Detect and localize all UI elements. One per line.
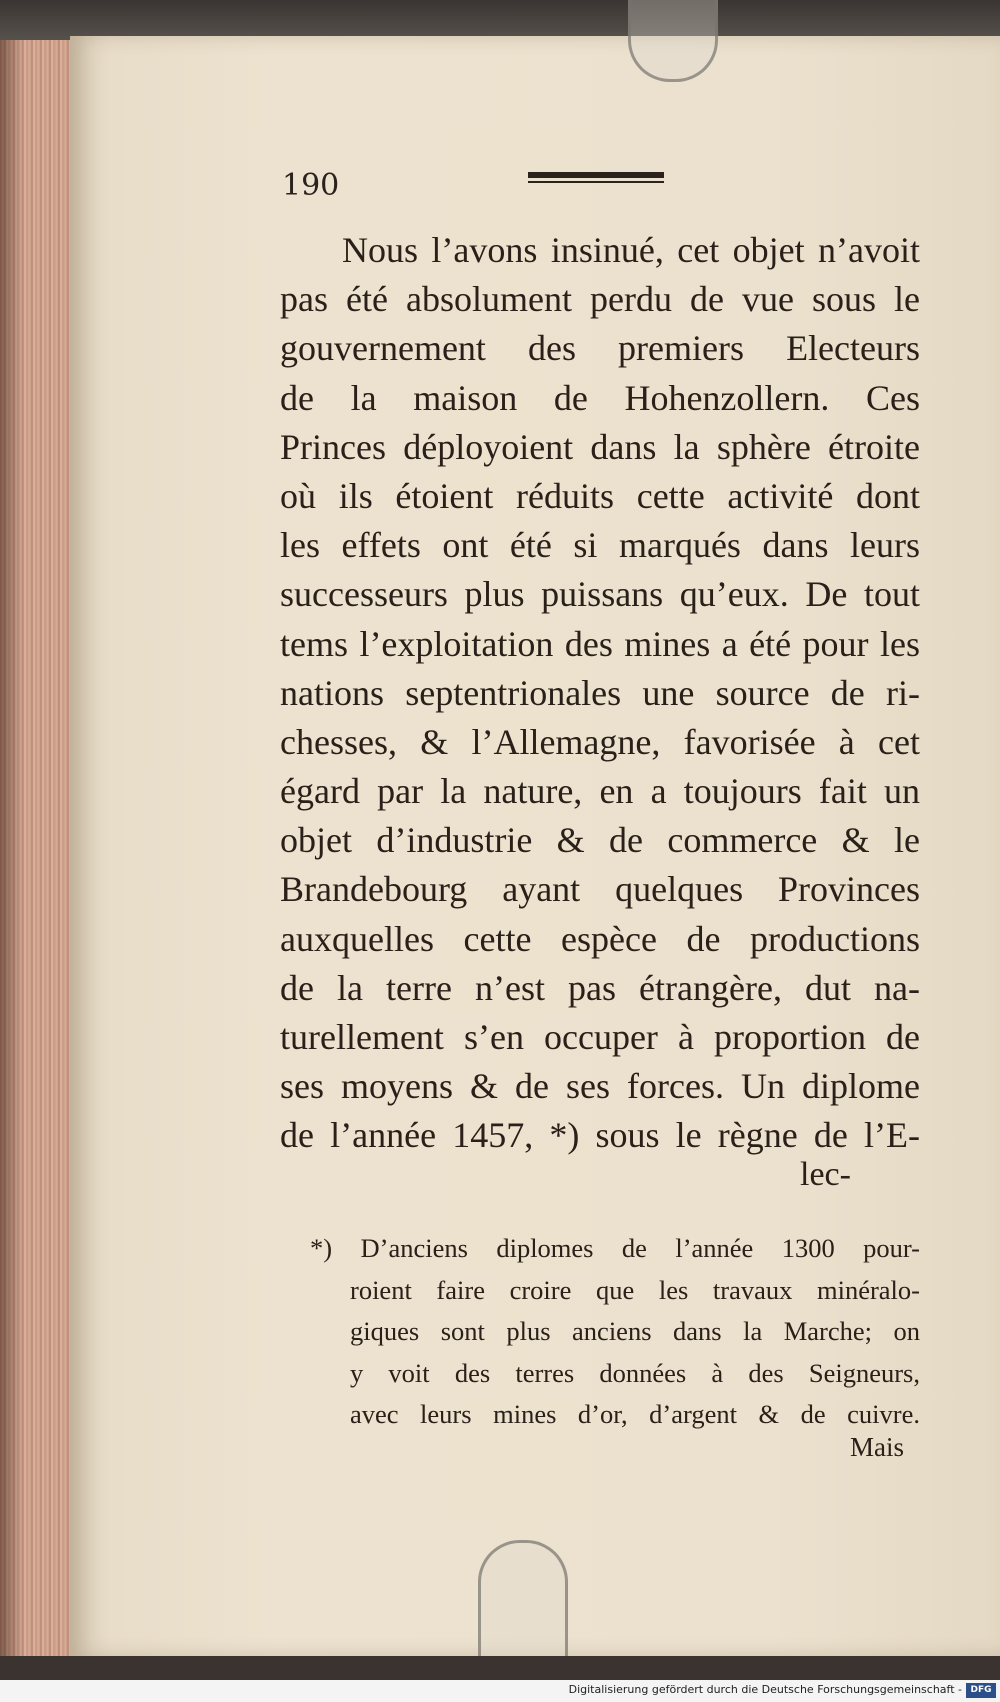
body-line: Princes déployoient dans la sphère étroite xyxy=(280,426,920,467)
page-edges-shadow xyxy=(0,40,24,1660)
body-line: Brandebourg ayant quelques Provinces xyxy=(280,869,920,910)
footnote-line: avec leurs mines d’or, d’argent & de cuivre. xyxy=(350,1399,920,1430)
footnote-line: giques sont plus anciens dans la Marche; on xyxy=(350,1316,920,1347)
footnote xyxy=(310,1228,920,1436)
footnote-line: *) D’anciens diplomes de l’année 1300 pour- xyxy=(310,1233,920,1263)
body-line: de la terre n’est pas étrangère, dut na- xyxy=(280,967,920,1008)
body-line: de l’année 1457, *) sous le règne de l’E- xyxy=(280,1115,920,1156)
header-rule-thick xyxy=(528,172,664,178)
scanner-bottom-band xyxy=(0,1656,1000,1680)
body-line: objet d’industrie & de commerce & le xyxy=(280,820,920,861)
body-line: de la maison de Hohenzollern. Ces xyxy=(280,377,920,418)
page-number: 190 xyxy=(282,168,340,203)
credit-strip xyxy=(0,1680,1000,1702)
header-rule-thin xyxy=(528,181,664,183)
body-text xyxy=(280,226,920,1161)
body-line: ses moyens & de ses forces. Un diplome xyxy=(280,1066,920,1107)
body-line: auxquelles cette espèce de productions xyxy=(280,918,920,959)
body-line: les effets ont été si marqués dans leurs xyxy=(280,525,920,566)
page-holder-clip-top xyxy=(628,0,718,82)
catchword: lec- xyxy=(800,1156,851,1193)
footnote-line: y voit des terres données à des Seigneurs, xyxy=(350,1357,920,1388)
body-line: tems l’exploitation des mines a été pour les xyxy=(280,623,920,664)
body-line: turellement s’en occuper à proportion de xyxy=(280,1017,920,1057)
body-line: égard par la nature, en a toujours fait un xyxy=(280,771,920,812)
body-line: nations septentrionales une source de ri- xyxy=(280,672,920,713)
funding-credit: Digitalisierung gefördert durch die Deutsche Forschungsgemeinschaft - xyxy=(568,1683,962,1696)
body-line: où ils étoient réduits cette activité dont xyxy=(280,475,920,516)
header-rule xyxy=(528,172,664,184)
body-line: gouvernement des premiers Electeurs xyxy=(280,328,920,369)
dfg-logo: DFG xyxy=(966,1683,996,1698)
footnote-line: roient faire croire que les travaux minéralo- xyxy=(350,1274,920,1305)
body-line: pas été absolument perdu de vue sous le xyxy=(280,279,920,320)
body-line: chesses, & l’Allemagne, favorisée à cet xyxy=(280,721,920,762)
body-line: successeurs plus puissans qu’eux. De tout xyxy=(280,574,920,615)
footnote-catchword: Mais xyxy=(850,1432,904,1462)
body-line: Nous l’avons insinué, cet objet n’avoit xyxy=(342,230,920,270)
